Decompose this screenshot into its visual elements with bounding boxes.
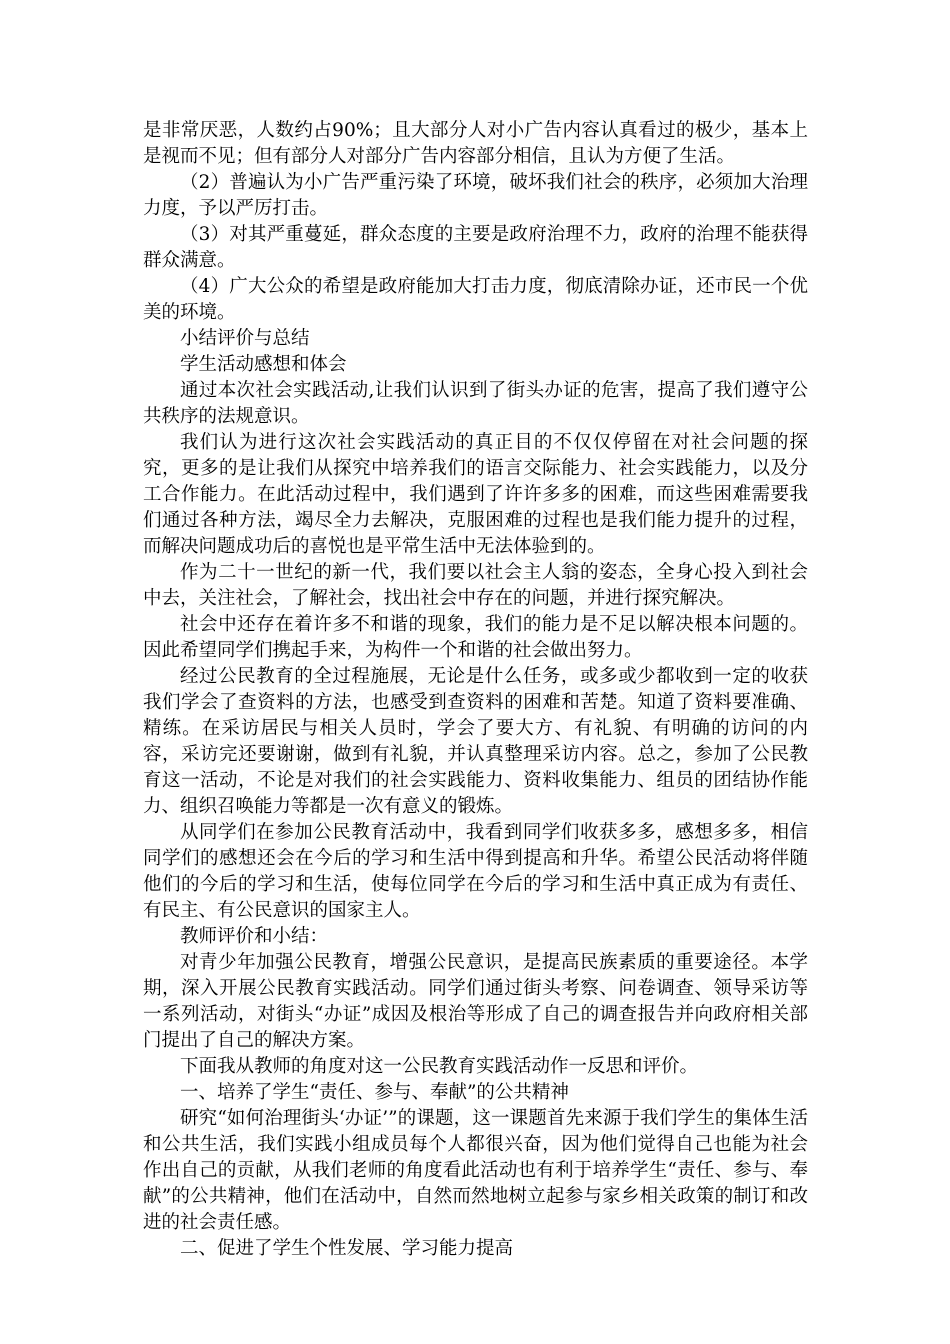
paragraph-finding-4: （4）广大公众的希望是政府能加大打击力度，彻底清除办证，还市民一个优美的环境。 <box>143 276 808 323</box>
paragraph-finding-3: （3）对其严重蔓延，群众态度的主要是政府治理不力，政府的治理不能获得群众满意。 <box>143 224 808 271</box>
paragraph-reflection-4: 社会中还存在着许多不和谐的现象，我们的能力是不足以解决根本问题的。因此希望同学们携起手来，为构件一个和谐的社会做出努力。 <box>143 614 808 661</box>
heading-student-reflections: 学生活动感想和体会 <box>180 354 347 375</box>
paragraph-reflection-6: 从同学们在参加公民教育活动中，我看到同学们收获多多，感想多多，相信同学们的感想还会在今后的学习和生活中得到提高和升华。希望公民活动将伴随他们的今后的学习和生活，使每位同学在今后的学习和生活中真正成为有责任、有民主、有公民意识的国家主人。 <box>143 822 808 921</box>
heading-section-two: 二、促进了学生个性发展、学习能力提高 <box>180 1238 514 1259</box>
paragraph-teacher-1: 对青少年加强公民教育，增强公民意识，是提高民族素质的重要途径。本学期，深入开展公民教育实践活动。同学们通过街头考察、问卷调查、领导采访等一系列活动，对街头“办证”成因及根治等形成了自己的调查报告并向政府相关部门提出了自己的解决方案。 <box>143 952 808 1051</box>
document-page <box>143 118 808 1262</box>
paragraph-teacher-2: 下面我从教师的角度对这一公民教育实践活动作一反思和评价。 <box>180 1056 699 1077</box>
heading-summary-evaluation: 小结评价与总结 <box>180 328 310 349</box>
paragraph-survey-result-continued: 是非常厌恶，人数约占90%；且大部分人对小广告内容认真看过的极少，基本上是视而不见；但有部分人对部分广告内容部分相信，且认为方便了生活。 <box>143 120 808 167</box>
paragraph-section-one-body: 研究“如何治理街头‘办证’”的课题，这一课题首先来源于我们学生的集体生活和公共生活，我们实践小组成员每个人都很兴奋，因为他们觉得自己也能为社会作出自己的贡献，从我们老师的角度看此活动也有利于培养学生“责任、参与、奉献”的公共精神，他们在活动中，自然而然地树立起参与家乡相关政策的制订和改进的社会责任感。 <box>143 1108 808 1233</box>
paragraph-finding-2: （2）普遍认为小广告严重污染了环境，破坏我们社会的秩序，必须加大治理力度，予以严厉打击。 <box>143 172 808 219</box>
paragraph-reflection-3: 作为二十一世纪的新一代，我们要以社会主人翁的姿态，全身心投入到社会中去，关注社会，了解社会，找出社会中存在的问题，并进行探究解决。 <box>143 562 808 609</box>
heading-section-one: 一、培养了学生“责任、参与、奉献”的公共精神 <box>180 1082 569 1103</box>
paragraph-reflection-5: 经过公民教育的全过程施展，无论是什么任务，或多或少都收到一定的收获我们学会了查资料的方法，也感受到查资料的困难和苦楚。知道了资料要准确、精练。在采访居民与相关人员时，学会了要大方、有礼貌、有明确的访问的内容，采访完还要谢谢，做到有礼貌，并认真整理采访内容。总之，参加了公民教育这一活动，不论是对我们的社会实践能力、资料收集能力、组员的团结协作能力、组织召唤能力等都是一次有意义的锻炼。 <box>143 666 808 817</box>
heading-teacher-evaluation: 教师评价和小结： <box>180 926 329 947</box>
paragraph-reflection-1: 通过本次社会实践活动,让我们认识到了街头办证的危害，提高了我们遵守公共秩序的法规意识。 <box>143 380 808 427</box>
paragraph-reflection-2: 我们认为进行这次社会实践活动的真正目的不仅仅停留在对社会问题的探究，更多的是让我们从探究中培养我们的语言交际能力、社会实践能力，以及分工合作能力。在此活动过程中，我们遇到了许许多多的困难，而这些困难需要我们通过各种方法，竭尽全力去解决，克服困难的过程也是我们能力提升的过程，而解决问题成功后的喜悦也是平常生活中无法体验到的。 <box>143 432 808 557</box>
